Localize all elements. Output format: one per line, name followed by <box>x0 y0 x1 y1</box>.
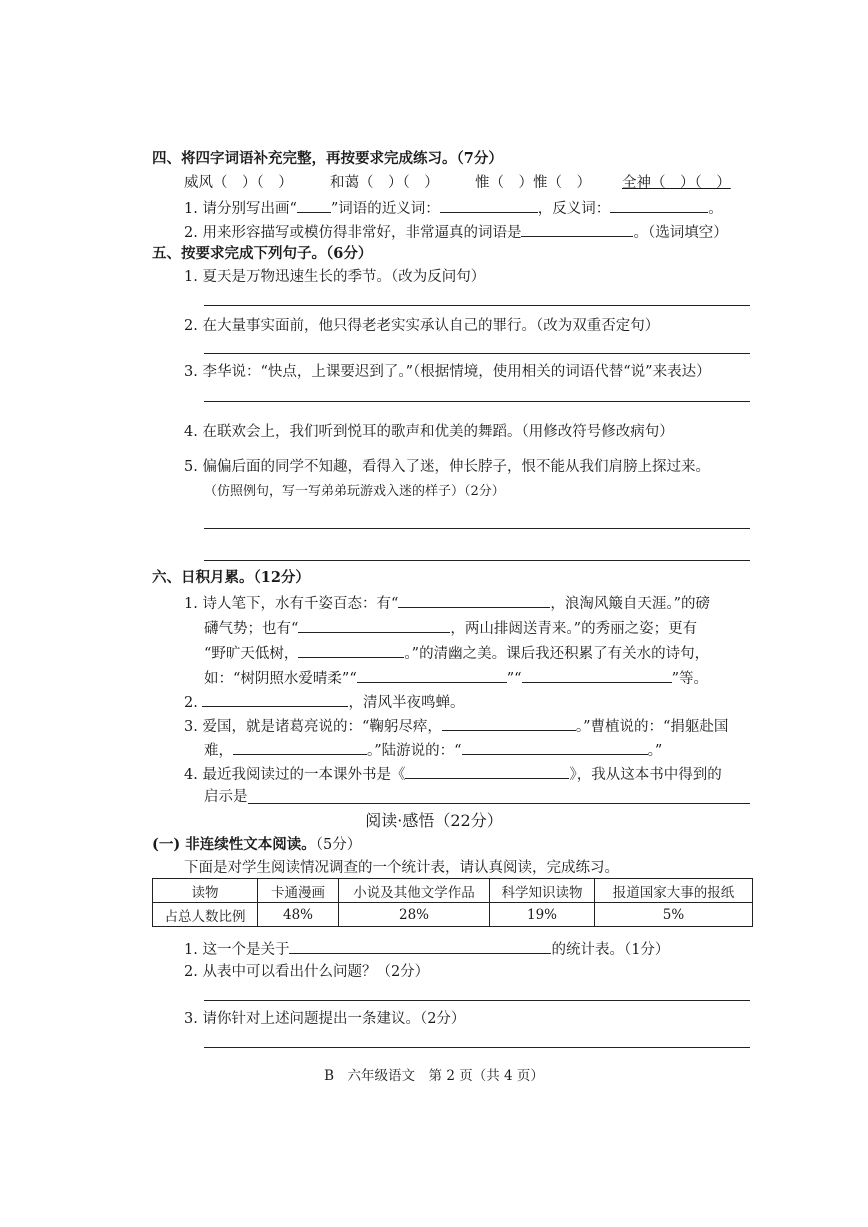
part1-heading-text: (一) 非连续性文本阅读。 <box>152 836 316 853</box>
sec6-q4-l1-text-b: 》，我从这本书中得到的 <box>569 767 722 783</box>
antonym-blank[interactable] <box>610 197 708 213</box>
sec5-q2-answer-line[interactable] <box>204 353 750 354</box>
part1-score: （5分） <box>315 837 362 853</box>
section-6-heading: 六、日积月累。（12分） <box>152 569 310 586</box>
sec6-q1-l2-text-a: 礴气势；也有“ <box>204 621 299 637</box>
poem-blank-2[interactable] <box>298 617 450 633</box>
table-header-cell: 报道国家大事的报纸 <box>595 879 753 903</box>
sec4-q1-text-b: ”词语的近义词： <box>330 201 440 217</box>
table-cell: 48% <box>258 903 339 927</box>
sec6-q1-l4-text-c: ”等。 <box>671 671 708 687</box>
sec6-q2-text: ，清风半夜鸣蝉。 <box>348 695 465 711</box>
reading-q1 <box>184 938 669 960</box>
sec5-q5: 5. 偏偏后面的同学不知趣，看得入了迷，伸长脖子，恨不能从我们肩膀上探过来。 <box>184 459 710 475</box>
table-header-cell: 读物 <box>153 879 258 903</box>
sec4-q1-text-c: ，反义词： <box>537 201 611 217</box>
sec6-q4-line2: 启示是 <box>204 789 248 805</box>
reading-q1-text-b: 的统计表。（1分） <box>551 942 670 958</box>
sec4-q1-text-d: 。 <box>708 201 723 217</box>
section-5-heading: 五、按要求完成下列句子。（6分） <box>152 245 373 262</box>
sec6-q1-l3-text-b: 。”的清幽之美。课后我还积累了有关水的诗句， <box>404 646 710 662</box>
sec6-q3-line1 <box>184 715 728 737</box>
poem-blank-1[interactable] <box>398 592 550 608</box>
sec6-q1-line2 <box>204 617 697 639</box>
reading-q2-answer-line[interactable] <box>204 1000 750 1001</box>
sec6-q3-l2-text-a: 难， <box>204 743 233 759</box>
sec6-q1-l4-text-b: ”“ <box>506 671 522 687</box>
sec6-q4-l1-text-a: 4. 最近我阅读过的一本课外书是《 <box>184 767 406 783</box>
table-header-cell: 卡通漫画 <box>258 879 339 903</box>
sec5-q1-answer-line[interactable] <box>204 305 750 306</box>
table-header-cell: 科学知识读物 <box>490 879 595 903</box>
sec5-q5-note: （仿照例句，写一写弟弟玩游戏入迷的样子）（2分） <box>204 484 505 499</box>
sec4-q1 <box>184 197 723 219</box>
sec4-q2-blank[interactable] <box>521 221 633 237</box>
table-header-cell: 小说及其他文学作品 <box>339 879 490 903</box>
sec4-q2-text-b: 。（选词填空） <box>633 225 728 241</box>
reading-q2: 2. 从表中可以看出什么问题？（2分） <box>184 964 430 980</box>
sec4-q1-text-a: 1. 请分别写出画“ <box>184 201 297 217</box>
sec6-q2-number: 2. <box>184 695 198 711</box>
poem-blank-5[interactable] <box>522 667 672 683</box>
table-cell: 19% <box>490 903 595 927</box>
sec4-q2-text-a: 2. 用来形容描写或模仿得非常好，非常逼真的词语是 <box>184 225 522 241</box>
poem-blank-6[interactable] <box>202 691 348 707</box>
sec6-q3-line2 <box>204 739 662 761</box>
sec6-q3-l1-text-b: 。”曹植说的：“捐躯赴国 <box>575 719 729 735</box>
idiom-blank-3: 惟（ ）惟（ ） <box>475 175 591 191</box>
sec4-q1-blank-word[interactable] <box>297 197 331 213</box>
table-cell: 28% <box>339 903 490 927</box>
book-title-blank[interactable] <box>405 763 569 779</box>
reading-intro: 下面是对学生阅读情况调查的一个统计表，请认真阅读，完成练习。 <box>184 860 619 876</box>
sec6-q4-line1 <box>184 763 722 785</box>
sec6-q1-line4 <box>204 667 708 689</box>
sec6-q3-l1-text-a: 3. 爱国，就是诸葛亮说的：“鞠躬尽瘁， <box>184 719 442 735</box>
reading-q1-text-a: 1. 这一个是关于 <box>184 942 290 958</box>
sec5-q3-answer-line[interactable] <box>204 401 750 402</box>
synonym-blank[interactable] <box>440 197 538 213</box>
reading-q3: 3. 请你针对上述问题提出一条建议。（2分） <box>184 1011 466 1027</box>
inspiration-answer-line[interactable] <box>248 803 750 804</box>
sec6-q1-l2-text-b: ，两山排闼送青来。”的秀丽之姿；更有 <box>450 621 698 637</box>
reading-q3-answer-line[interactable] <box>204 1047 750 1048</box>
poem-blank-9[interactable] <box>462 739 648 755</box>
poem-blank-8[interactable] <box>233 739 367 755</box>
sec5-q1: 1. 夏天是万物迅速生长的季节。（改为反问句） <box>184 269 486 285</box>
part1-heading <box>152 835 361 855</box>
sec5-q4: 4. 在联欢会上，我们听到悦耳的歌声和优美的舞蹈。（用修改符号修改病句） <box>184 424 674 440</box>
sec6-q1-l3-text-a: “野旷天低树， <box>204 646 299 662</box>
poem-blank-4[interactable] <box>357 667 507 683</box>
sec4-q2 <box>184 221 728 243</box>
sec6-q3-l2-text-b: 。”陆游说的：“ <box>367 743 462 759</box>
section-4-heading: 四、将四字词语补充完整，再按要求完成练习。（7分） <box>152 150 503 167</box>
reading-section-title: 阅读·感悟（22分） <box>365 811 503 830</box>
sec6-q1-l1-text-a: 1. 诗人笔下，水有千姿百态：有“ <box>184 596 399 612</box>
page-footer: B 六年级语文 第 2 页（共 4 页） <box>324 1068 544 1084</box>
table-row-label: 占总人数比例 <box>153 903 258 927</box>
idiom-blank-1: 威风（ ）（ ） <box>184 175 293 191</box>
poem-blank-3[interactable] <box>298 642 404 658</box>
sec6-q1-l4-text-a: 如：“树阴照水爱晴柔”“ <box>204 671 357 687</box>
sec6-q1-line1 <box>184 592 710 614</box>
sec6-q3-l2-text-c: 。” <box>647 743 663 759</box>
reading-q1-blank[interactable] <box>289 938 551 954</box>
sec6-q1-l1-text-b: ，浪淘风簸自天涯。”的磅 <box>550 596 711 612</box>
sec5-q2: 2. 在大量事实面前，他只得老老实实承认自己的罪行。（改为双重否定句） <box>184 318 660 334</box>
reading-survey-table <box>152 878 753 927</box>
sec5-q5-answer-line-2[interactable] <box>204 560 750 561</box>
idiom-blank-2: 和蔼（ ）（ ） <box>330 175 439 191</box>
table-header-row <box>153 879 753 903</box>
table-cell: 5% <box>595 903 753 927</box>
table-row <box>153 903 753 927</box>
sec6-q2 <box>184 691 464 713</box>
sec5-q5-answer-line-1[interactable] <box>204 528 750 529</box>
poem-blank-7[interactable] <box>442 715 576 731</box>
sec5-q3: 3. 李华说：“快点，上课要迟到了。”（根据情境，使用相关的词语代替“说”来表达） <box>184 364 711 380</box>
idiom-blank-4: 全神（ ）（ ） <box>622 175 731 191</box>
sec6-q1-line3 <box>204 642 709 664</box>
